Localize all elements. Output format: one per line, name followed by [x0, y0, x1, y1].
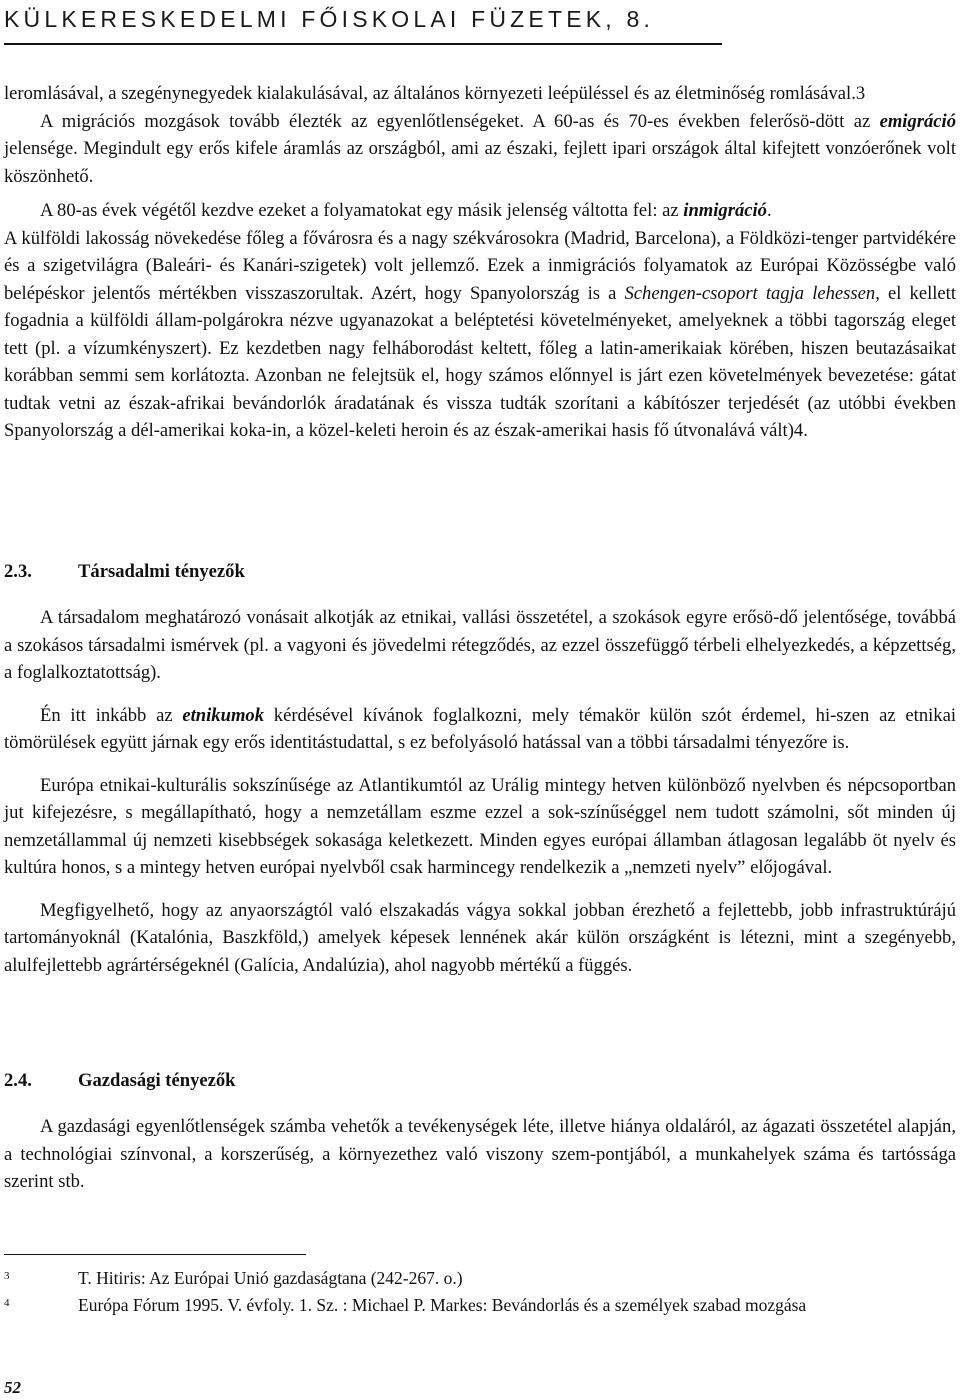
paragraph-3	[4, 197, 956, 225]
footnote-4	[4, 1293, 956, 1317]
paragraph-9: A gazdasági egyenlőtlenségek számba vehetők a tevékenységek léte, illetve hiánya oldaláról, az ágazati összetétel alapján, a technológiai színvonal, a korszerűség, a környezethez való viszony szem-pontjából, a munkahelyek száma és tartóssága szerint stb.	[4, 1116, 956, 1192]
body-block-3	[4, 1113, 956, 1196]
footnote-rule	[4, 1254, 306, 1255]
section-heading-2-4	[4, 1070, 236, 1092]
body-block-1	[4, 80, 956, 445]
paragraph-6	[4, 702, 956, 757]
page-number: 52	[4, 1378, 21, 1397]
paragraph-8: Megfigyelhető, hogy az anyaországtól való elszakadás vágya sokkal jobban érezhető a fejlettebb, jobb infrastruktúrájú tartományoknál (Katalónia, Baszkföld,) amelyek képesek lennének akár külön országként is létezni, mint a szegényebb, alulfejlettebb agrártérségeknél (Galícia, Andalúzia), ahol nagyobb mértékű a függés.	[4, 899, 956, 976]
text: kérdésével kívánok foglalkozni, mely témakör külön szót érdemel, hi-szen az etnikai tömörülések együtt járnak egy erős identitástudattal, s ez befolyásoló hatással van a többi társadalmi tényezőre is.	[4, 704, 956, 753]
emphasis-etnikumok: etnikumok	[182, 704, 264, 726]
footnote-mark: 3	[4, 1270, 10, 1282]
running-header: KÜLKERESKEDELMI FŐISKOLAI FÜZETEK, 8.	[4, 6, 655, 32]
text: A migrációs mozgások tovább élezték az egyenlőtlenségeket. A 60-as és 70-es években felerősö-dött az	[40, 110, 880, 132]
text: Én itt inkább az	[40, 704, 183, 726]
paragraph-5: A társadalom meghatározó vonásait alkotják az etnikai, vallási összetétel, a szokások egyre erősö-dő jelentősége, továbbá a szokásos társadalmi ismérvek (pl. a vagyoni és jövedelmi rétegződés, az ezzel összefüggő térbeli elhelyezkedés, a képzettség, a foglalkoztatottság).	[4, 607, 956, 683]
footnote-text: T. Hitiris: Az Európai Unió gazdaságtana (242-267. o.)	[78, 1268, 463, 1288]
section-number: 2.4.	[4, 1070, 32, 1091]
section-number: 2.3.	[4, 561, 32, 582]
section-heading-2-3	[4, 561, 245, 583]
text: A 80-as évek végétől kezdve ezeket a folyamatokat egy másik jelenség váltotta fel: az	[40, 200, 684, 221]
paragraph-1: leromlásával, a szegénynegyedek kialakulásával, az általános környezeti leépüléssel és az életminőség romlásával.3	[4, 83, 866, 104]
text: , el kellett fogadnia a külföldi állam-polgárokra nézve ugyanazokat a beléptetési követelményeket, amelyeknek a többi tagország eleget tett (pl. a vízumkényszert). Ez kezdetben nagy felháborodást keltett, főleg a latin-amerikaiak körében, hiszen beutazásaikat korábban semmi sem korlátozta. Azonban ne felejtsük el, hogy számos előnnyel is járt ezen követelmények bevezetése: gátat tudtak vetni az észak-afrikai bevándorlók áradatának és vissza tudták szorítani a kábítószer terjedését (az utóbbi években Spanyolország a dél-amerikai koka-in, a közel-keleti heroin és az észak-amerikai hasis fő útvonalává vált)4.	[4, 282, 956, 441]
text: A külföldi lakosság növekedése főleg a fővárosra és a nagy székvárosokra (Madrid, Barcelona), a Földközi-tenger partvidékére és a szigetvilágra (Baleári- és Kanári-szigetek) volt jellemző. Ezek a inmigrációs folyamatok az Európai Közösségbe való belépéskor jelentős mértékben visszaszorultak. Azért, hogy Spanyolország is a	[4, 227, 956, 304]
body-block-2	[4, 604, 956, 979]
footnote-text: Európa Fórum 1995. V. évfoly. 1. Sz. : Michael P. Markes: Bevándorlás és a személyek szabad mozgása	[78, 1295, 807, 1315]
paragraph-7: Európa etnikai-kulturális sokszínűsége az Atlantikumtól az Urálig mintegy hetven különböző nyelvben és népcsoportban jut kifejezésre, s megállapítható, hogy a nemzetállam eszme ezzel a sok-színűséggel nem tudott számolni, sőt minden új nemzetállammal új nemzeti kisebbségek sokasága keletkezett. Minden egyes európai államban átlagosan legalább öt nyelv és kultúra honos, s a mintegy hetven európai nyelvből csak harmincegy rendelkezik a „nemzeti nyelv” előjogával.	[4, 774, 956, 878]
footnote-mark: 4	[4, 1297, 10, 1309]
paragraph-4	[4, 225, 956, 445]
text: jelensége. Megindult egy erős kifele áramlás az országból, ami az északi, fejlett ipari országok által kifejtett vonzóerőnek volt köszönhető.	[4, 138, 956, 187]
emphasis-schengen: Schengen-csoport tagja lehessen	[624, 282, 876, 304]
text: .	[766, 200, 772, 221]
footnote-3	[4, 1266, 956, 1290]
paragraph-2	[4, 108, 956, 191]
emphasis-inmigracio: inmigráció	[683, 200, 767, 221]
section-title: Társadalmi tényezők	[78, 561, 245, 582]
section-title: Gazdasági tényezők	[78, 1070, 236, 1091]
emphasis-emigracio: emigráció	[879, 110, 956, 132]
header-rule	[4, 43, 722, 45]
